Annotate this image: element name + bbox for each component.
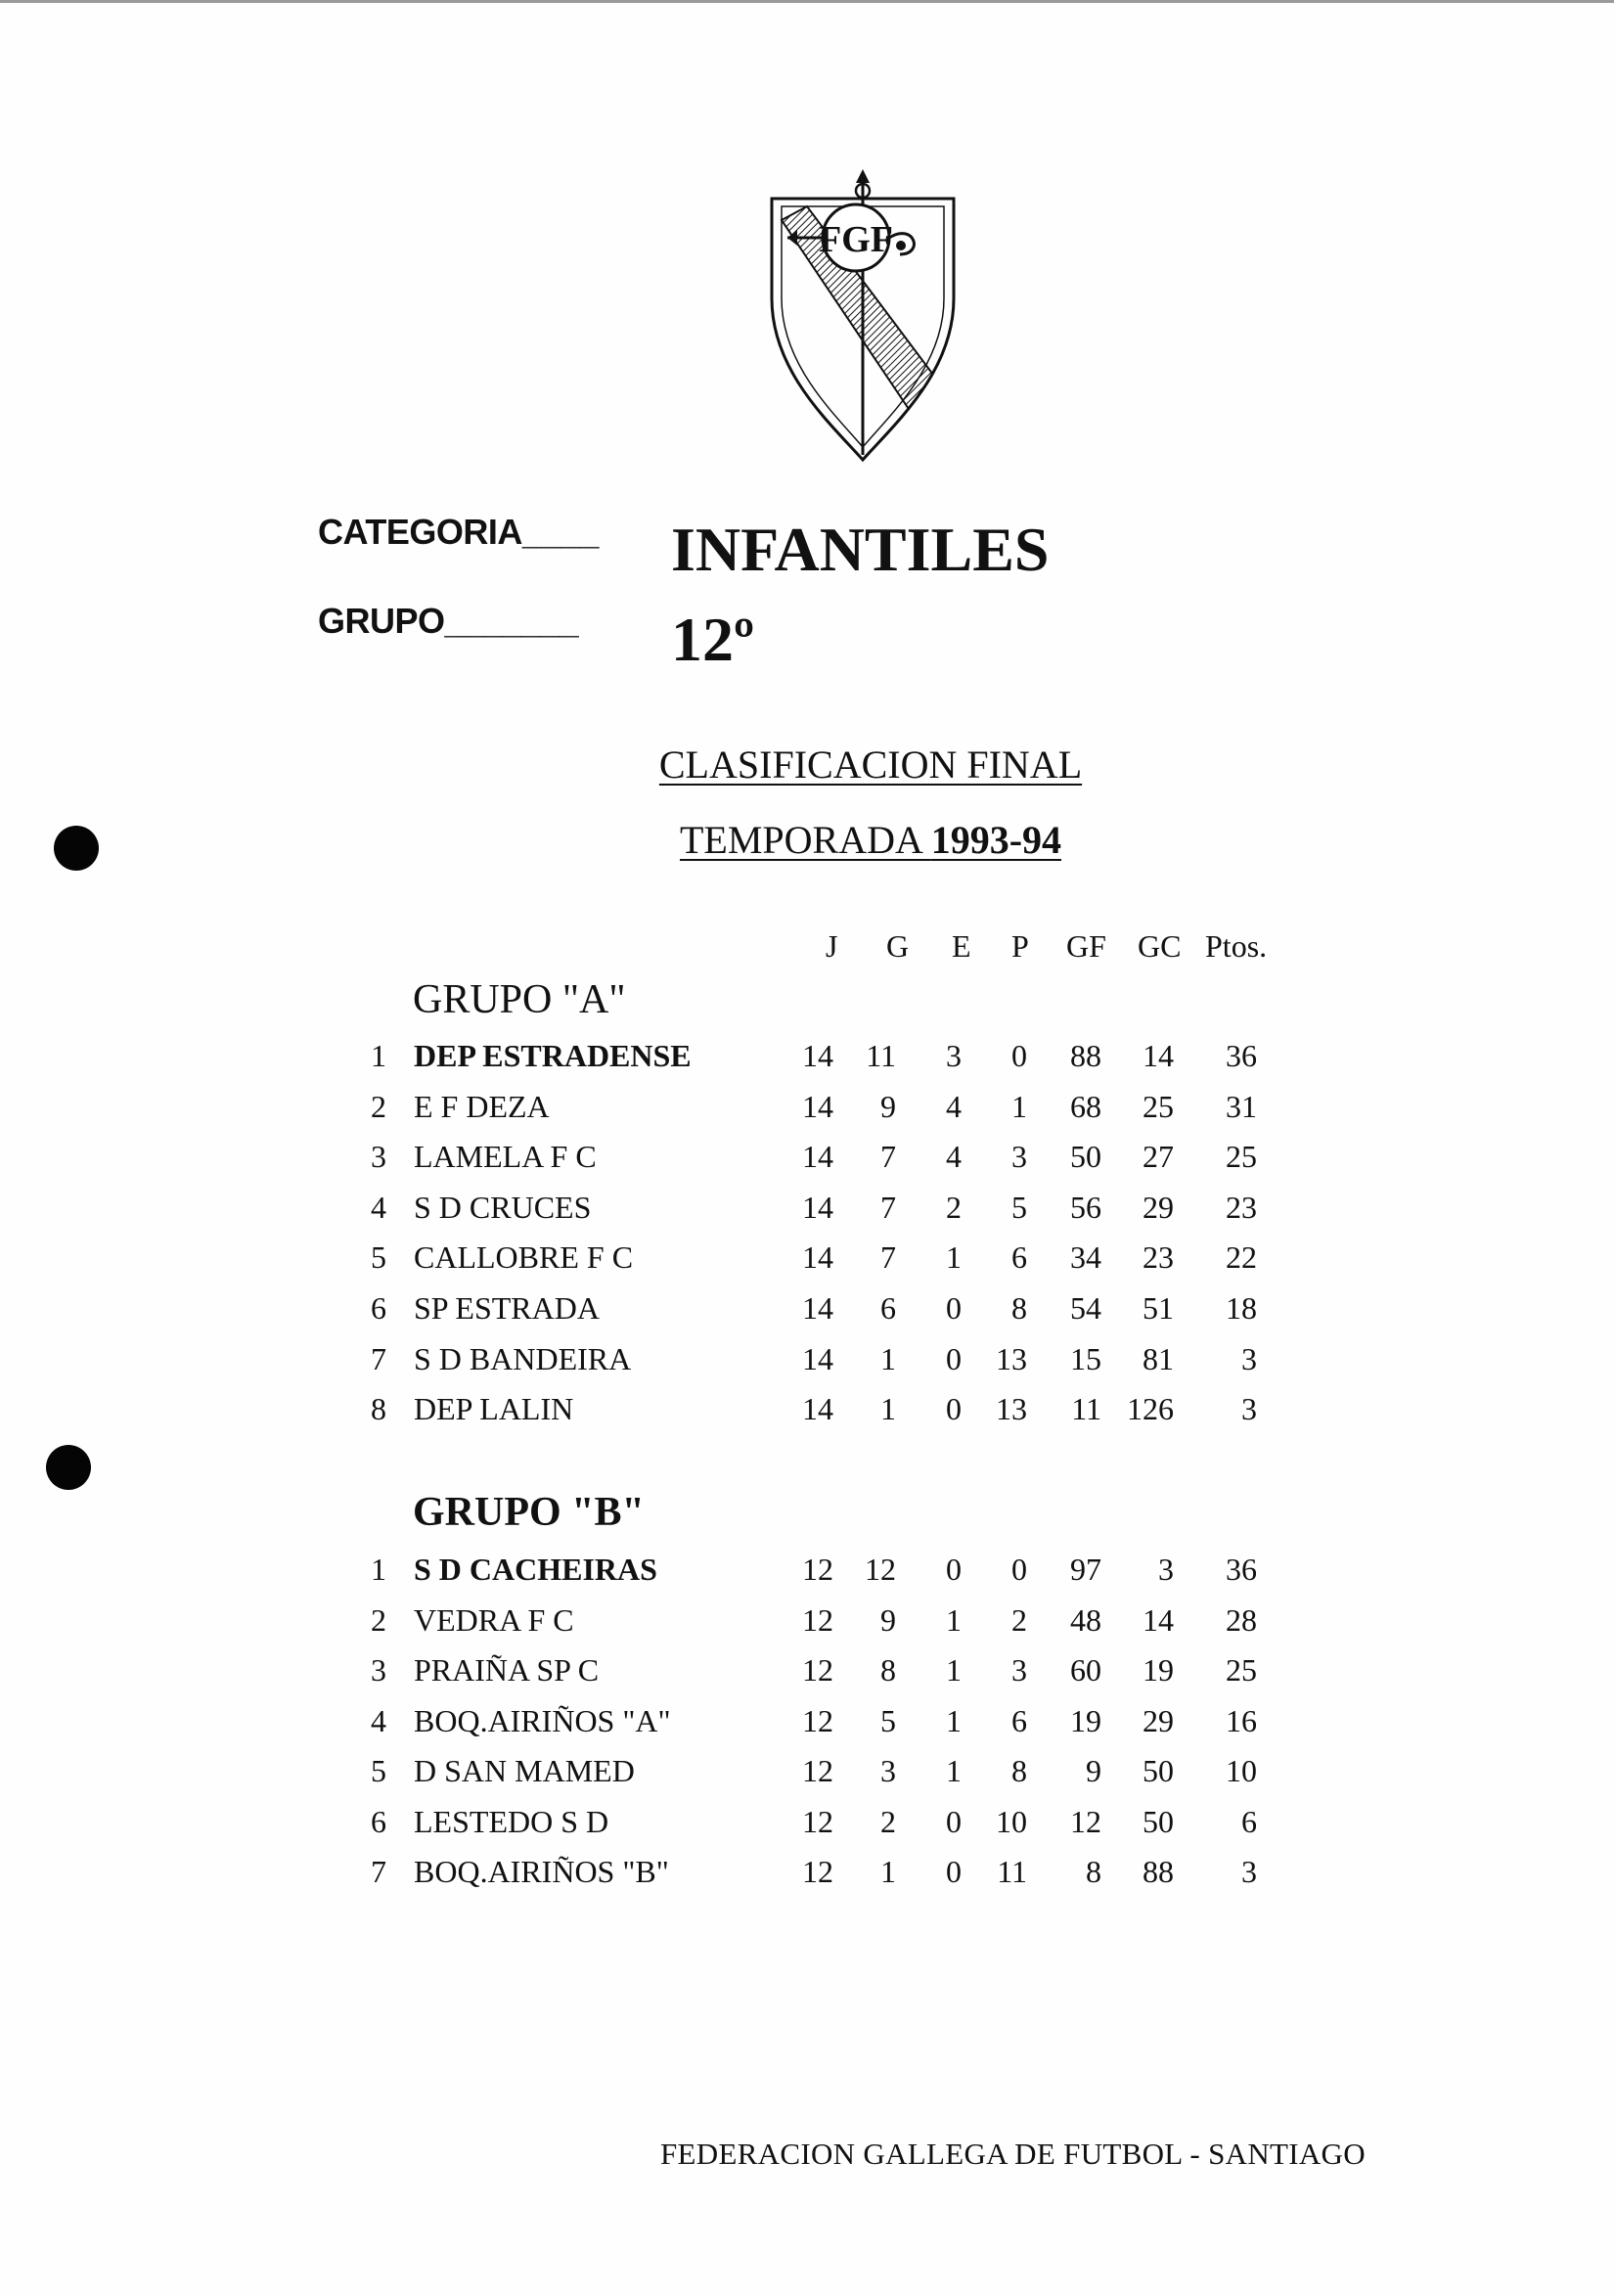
goals-for: 50 <box>1070 1139 1101 1174</box>
goals-against: 27 <box>1143 1139 1174 1174</box>
drawn: 1 <box>946 1652 962 1688</box>
goals-for: 9 <box>1086 1753 1101 1788</box>
lost: 3 <box>1011 1652 1027 1688</box>
col-header-ptos: Ptos. <box>1205 928 1268 964</box>
lost: 8 <box>1011 1290 1027 1326</box>
position: 1 <box>371 1552 386 1587</box>
drawn: 1 <box>946 1703 962 1738</box>
table-row <box>0 1804 1614 1853</box>
won: 7 <box>880 1190 896 1225</box>
table-row <box>0 1854 1614 1903</box>
played: 14 <box>802 1190 833 1225</box>
points: 3 <box>1241 1854 1257 1889</box>
points: 22 <box>1226 1239 1257 1275</box>
team-name: BOQ.AIRIÑOS "B" <box>414 1854 669 1889</box>
played: 14 <box>802 1239 833 1275</box>
position: 3 <box>371 1139 386 1174</box>
table-row <box>0 1652 1614 1701</box>
played: 12 <box>802 1804 833 1839</box>
group-a-title: GRUPO "A" <box>413 977 626 1022</box>
drawn: 0 <box>946 1391 962 1426</box>
played: 14 <box>802 1038 833 1073</box>
drawn: 1 <box>946 1753 962 1788</box>
goals-against: 19 <box>1143 1652 1174 1688</box>
position: 2 <box>371 1089 386 1124</box>
team-name: S D CRUCES <box>414 1190 592 1225</box>
drawn: 2 <box>946 1190 962 1225</box>
drawn: 3 <box>946 1038 962 1073</box>
goals-for: 12 <box>1070 1804 1101 1839</box>
team-name: BOQ.AIRIÑOS "A" <box>414 1703 671 1738</box>
position: 5 <box>371 1239 386 1275</box>
team-name: LAMELA F C <box>414 1139 597 1174</box>
goals-for: 48 <box>1070 1602 1101 1638</box>
scan-edge-line <box>0 0 1614 3</box>
points: 16 <box>1226 1703 1257 1738</box>
drawn: 0 <box>946 1552 962 1587</box>
goals-for: 54 <box>1070 1290 1101 1326</box>
position: 4 <box>371 1190 386 1225</box>
table-row <box>0 1139 1614 1188</box>
lost: 2 <box>1011 1602 1027 1638</box>
team-name: LESTEDO S D <box>414 1804 609 1839</box>
position: 5 <box>371 1753 386 1788</box>
won: 1 <box>880 1391 896 1426</box>
lost: 8 <box>1011 1753 1027 1788</box>
points: 18 <box>1226 1290 1257 1326</box>
points: 3 <box>1241 1341 1257 1376</box>
points: 3 <box>1241 1391 1257 1426</box>
goals-against: 3 <box>1158 1552 1174 1587</box>
col-header-gf: GF <box>1066 928 1106 964</box>
won: 1 <box>880 1341 896 1376</box>
points: 10 <box>1226 1753 1257 1788</box>
table-row <box>0 1391 1614 1440</box>
won: 3 <box>880 1753 896 1788</box>
team-name: PRAIÑA SP C <box>414 1652 600 1688</box>
played: 14 <box>802 1341 833 1376</box>
table-row <box>0 1038 1614 1087</box>
title-line1: CLASIFICACION FINAL <box>658 743 1083 787</box>
drawn: 0 <box>946 1290 962 1326</box>
drawn: 1 <box>946 1602 962 1638</box>
goals-against: 23 <box>1143 1239 1174 1275</box>
team-name: S D CACHEIRAS <box>414 1552 657 1587</box>
won: 5 <box>880 1703 896 1738</box>
lost: 10 <box>996 1804 1027 1839</box>
won: 8 <box>880 1652 896 1688</box>
goals-for: 19 <box>1070 1703 1101 1738</box>
won: 9 <box>880 1602 896 1638</box>
played: 12 <box>802 1602 833 1638</box>
table-row <box>0 1239 1614 1288</box>
drawn: 1 <box>946 1239 962 1275</box>
goals-against: 25 <box>1143 1089 1174 1124</box>
lost: 3 <box>1011 1139 1027 1174</box>
won: 11 <box>866 1038 896 1073</box>
drawn: 0 <box>946 1854 962 1889</box>
won: 7 <box>880 1239 896 1275</box>
drawn: 4 <box>946 1139 962 1174</box>
lost: 6 <box>1011 1239 1027 1275</box>
group-b-title: GRUPO "B" <box>413 1490 645 1535</box>
season-prefix: TEMPORADA <box>679 818 931 862</box>
table-row <box>0 1290 1614 1339</box>
goals-for: 88 <box>1070 1038 1101 1073</box>
col-header-gc: GC <box>1138 928 1182 964</box>
table-row <box>0 1190 1614 1238</box>
table-row <box>0 1753 1614 1802</box>
goals-for: 97 <box>1070 1552 1101 1587</box>
col-header-g: G <box>886 928 910 964</box>
played: 12 <box>802 1753 833 1788</box>
col-header-j: J <box>826 928 838 964</box>
svg-text:FGF: FGF <box>819 219 893 260</box>
position: 2 <box>371 1602 386 1638</box>
points: 36 <box>1226 1552 1257 1587</box>
position: 6 <box>371 1290 386 1326</box>
won: 6 <box>880 1290 896 1326</box>
federation-crest-icon <box>768 161 959 465</box>
season-line <box>64 817 1614 863</box>
points: 23 <box>1226 1190 1257 1225</box>
won: 12 <box>865 1552 896 1587</box>
drawn: 4 <box>946 1089 962 1124</box>
col-header-p: P <box>1011 928 1029 964</box>
position: 1 <box>371 1038 386 1073</box>
lost: 5 <box>1011 1190 1027 1225</box>
points: 31 <box>1226 1089 1257 1124</box>
table-row <box>0 1089 1614 1138</box>
lost: 6 <box>1011 1703 1027 1738</box>
drawn: 0 <box>946 1804 962 1839</box>
won: 9 <box>880 1089 896 1124</box>
team-name: D SAN MAMED <box>414 1753 635 1788</box>
categoria-label: CATEGORIA____ <box>318 512 599 552</box>
goals-against: 14 <box>1143 1038 1174 1073</box>
table-row <box>0 1341 1614 1390</box>
lost: 13 <box>996 1341 1027 1376</box>
goals-for: 8 <box>1086 1854 1101 1889</box>
team-name: E F DEZA <box>414 1089 550 1124</box>
points: 25 <box>1226 1652 1257 1688</box>
team-name: VEDRA F C <box>414 1602 574 1638</box>
won: 7 <box>880 1139 896 1174</box>
won: 1 <box>880 1854 896 1889</box>
grupo-value: 12º <box>671 605 755 674</box>
goals-for: 68 <box>1070 1089 1101 1124</box>
goals-for: 60 <box>1070 1652 1101 1688</box>
points: 36 <box>1226 1038 1257 1073</box>
goals-against: 29 <box>1143 1190 1174 1225</box>
binder-hole <box>46 1445 91 1490</box>
team-name: CALLOBRE F C <box>414 1239 634 1275</box>
played: 14 <box>802 1290 833 1326</box>
table-row <box>0 1602 1614 1651</box>
goals-against: 29 <box>1143 1703 1174 1738</box>
position: 4 <box>371 1703 386 1738</box>
drawn: 0 <box>946 1341 962 1376</box>
played: 12 <box>802 1552 833 1587</box>
played: 14 <box>802 1139 833 1174</box>
team-name: S D BANDEIRA <box>414 1341 632 1376</box>
points: 28 <box>1226 1602 1257 1638</box>
team-name: DEP ESTRADENSE <box>414 1038 692 1073</box>
played: 14 <box>802 1089 833 1124</box>
col-header-e: E <box>952 928 971 964</box>
goals-against: 50 <box>1143 1804 1174 1839</box>
grupo-label: GRUPO_______ <box>318 601 579 641</box>
played: 12 <box>802 1854 833 1889</box>
won: 2 <box>880 1804 896 1839</box>
goals-against: 81 <box>1143 1341 1174 1376</box>
goals-for: 56 <box>1070 1190 1101 1225</box>
lost: 0 <box>1011 1552 1027 1587</box>
goals-against: 88 <box>1143 1854 1174 1889</box>
footer-federation: FEDERACION GALLEGA DE FUTBOL - SANTIAGO <box>660 2137 1366 2171</box>
categoria-value: INFANTILES <box>671 515 1050 584</box>
position: 7 <box>371 1341 386 1376</box>
table-row <box>0 1703 1614 1752</box>
document-title <box>64 742 1614 788</box>
lost: 11 <box>997 1854 1027 1889</box>
position: 6 <box>371 1804 386 1839</box>
team-name: DEP LALIN <box>414 1391 574 1426</box>
lost: 13 <box>996 1391 1027 1426</box>
goals-for: 34 <box>1070 1239 1101 1275</box>
points: 25 <box>1226 1139 1257 1174</box>
position: 8 <box>371 1391 386 1426</box>
table-row <box>0 1552 1614 1600</box>
lost: 1 <box>1011 1089 1027 1124</box>
season-value: 1993-94 <box>930 818 1062 862</box>
goals-for: 11 <box>1071 1391 1101 1426</box>
lost: 0 <box>1011 1038 1027 1073</box>
points: 6 <box>1241 1804 1257 1839</box>
team-name: SP ESTRADA <box>414 1290 600 1326</box>
goals-for: 15 <box>1070 1341 1101 1376</box>
goals-against: 126 <box>1127 1391 1174 1426</box>
goals-against: 14 <box>1143 1602 1174 1638</box>
played: 12 <box>802 1652 833 1688</box>
played: 12 <box>802 1703 833 1738</box>
goals-against: 50 <box>1143 1753 1174 1788</box>
position: 3 <box>371 1652 386 1688</box>
goals-against: 51 <box>1143 1290 1174 1326</box>
position: 7 <box>371 1854 386 1889</box>
played: 14 <box>802 1391 833 1426</box>
